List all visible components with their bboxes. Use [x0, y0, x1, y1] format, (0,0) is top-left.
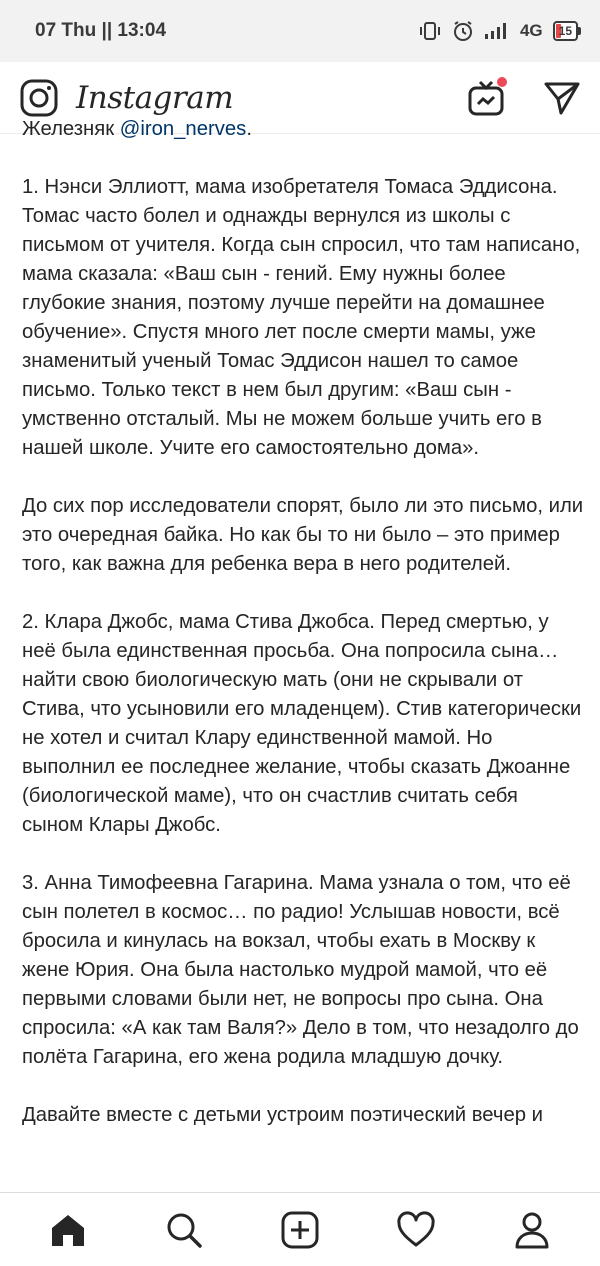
status-icons	[418, 20, 578, 42]
search-icon[interactable]	[154, 1200, 214, 1260]
caption-paragraph: 1. Нэнси Эллиотт, мама изобретателя Томаса Эддисона. Томас часто болел и однажды вернулся из школы с письмом от учителя. Когда сын спросил, что там написано, мама сказала: «Ваш сын - гений. Ему нужны более глубокие знания, поэтому лучше перейти на домашнее обучение». Спустя много лет после смерти мамы, уже знаменитый ученый Томас Эддисон нашел то самое письмо. Только текст в нем был другим: «Ваш сын - умственно отсталый. Мы не можем больше учить его в нашей школе. Учите его самостоятельно дома».	[22, 176, 581, 459]
direct-message-icon[interactable]	[544, 81, 580, 115]
igtv-icon[interactable]	[468, 80, 504, 116]
igtv-notification-dot	[497, 77, 507, 87]
alarm-icon	[452, 20, 474, 42]
caption-paragraph: 2. Клара Джобс, мама Стива Джобса. Перед смертью, у неё была единственная просьба. Она попросила сына… найти свою биологическую мать (они не скрывали от Стива, что усыновили его младенцем). Стив категорически не хотел и считал Клару единственной мамой. Но выполнил ее последнее желание, чтобы сказать Джоанне (биологической маме), что он счастлив считать себя сыном Клары Джобс.	[22, 611, 582, 836]
new-post-icon[interactable]	[270, 1200, 330, 1260]
bottom-nav	[0, 1192, 600, 1266]
caption-body	[22, 115, 584, 1159]
profile-icon[interactable]	[502, 1200, 562, 1260]
caption-paragraph: Давайте вместе с детьми устроим поэтический вечер и	[22, 1104, 543, 1126]
vibrate-icon	[418, 21, 442, 41]
battery-level: 15	[558, 24, 572, 38]
battery-icon	[553, 21, 578, 41]
caption-intro: Железняк @iron_nerves.	[22, 118, 252, 140]
caption-paragraph: 3. Анна Тимофеевна Гагарина. Мама узнала о том, что её сын полетел в космос… по радио! Услышав новости, всё бросила и кинулась на вокзал, чтобы ехать в Москву к жене Юрия. Она была настолько мудрой мамой, что её первыми словами были нет, не вопросы про сына. Она спросила: «А как там Валя?» Дело в том, что незадолго до полёта Гагарина, его жена родила младшую дочку.	[22, 872, 579, 1068]
mention-link[interactable]: @iron_nerves	[119, 118, 247, 140]
instagram-logo[interactable]: Instagram	[76, 79, 234, 116]
signal-icon	[484, 22, 510, 40]
status-bar	[0, 0, 600, 62]
status-time: 07 Thu || 13:04	[35, 20, 167, 41]
home-icon[interactable]	[38, 1200, 98, 1260]
activity-heart-icon[interactable]	[386, 1200, 446, 1260]
post-caption	[0, 118, 600, 1192]
camera-icon[interactable]	[20, 79, 58, 117]
network-type: 4G	[519, 21, 543, 40]
caption-paragraph: До сих пор исследователи спорят, было ли это письмо, или это очередная байка. Но как бы то ни было – это пример того, как важна для ребенка вера в него родителей.	[22, 495, 584, 575]
header-actions	[468, 80, 580, 116]
